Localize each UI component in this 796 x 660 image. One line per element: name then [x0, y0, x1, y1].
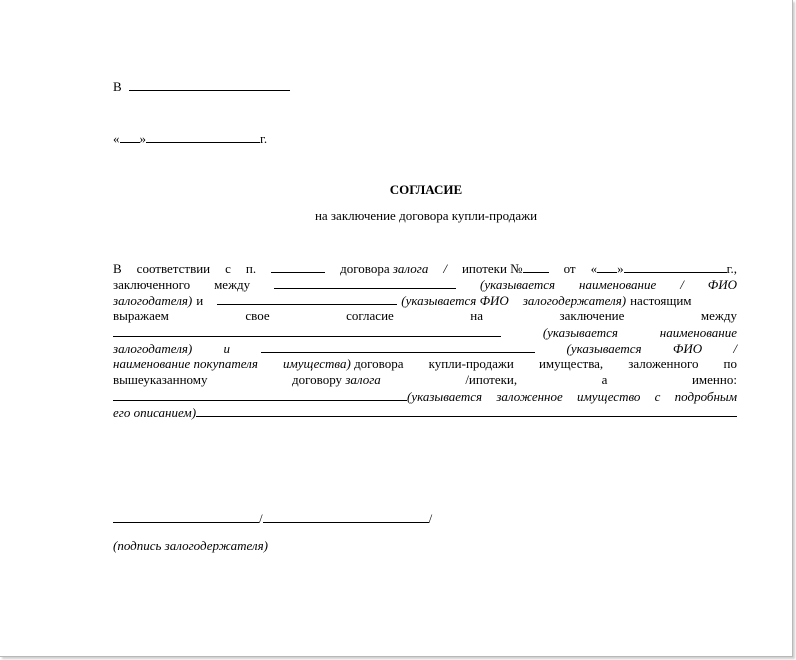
word: именно:: [691, 372, 737, 387]
pledgor-blank: [274, 276, 456, 289]
property-blank: [113, 388, 407, 401]
body-line-1: [113, 260, 737, 277]
page-title: СОГЛАСИЕ: [389, 182, 463, 197]
word: от: [563, 261, 576, 276]
number-blank: [523, 260, 549, 273]
signature-caption: (подпись залогодержателя): [113, 538, 268, 553]
word: по: [723, 356, 737, 371]
word: /: [443, 261, 447, 276]
word: г.,: [726, 261, 737, 276]
pledgor-name-blank: [113, 324, 501, 337]
body-line-6: [113, 340, 737, 357]
word: согласие: [346, 308, 394, 323]
month-blank: [624, 260, 727, 273]
pledgee-blank: [217, 292, 397, 305]
month-blank: [146, 130, 260, 143]
word: залога: [345, 372, 381, 387]
date-line: [113, 130, 267, 147]
word: залогодателя): [113, 293, 193, 308]
word: наименование покупателя: [113, 356, 258, 371]
word: наименование: [659, 325, 737, 340]
word: /ипотеки,: [465, 372, 518, 387]
word: /: [733, 341, 737, 356]
word: наименование: [579, 277, 657, 292]
word: и: [223, 341, 231, 356]
clause-blank: [271, 260, 325, 273]
body-line-4: [113, 308, 737, 324]
signature-separator: /: [428, 511, 433, 526]
word: и: [196, 293, 204, 308]
word: залогодержателя): [522, 293, 627, 308]
word: (указывается: [480, 277, 556, 292]
addressee-blank: [129, 78, 290, 91]
addressee-prefix: В: [113, 79, 122, 94]
word: имущества): [282, 356, 351, 371]
day-blank: [120, 130, 140, 143]
word: заложенного: [628, 356, 699, 371]
body-line-2: [113, 276, 737, 293]
page-subtitle: на заключение договора купли-продажи: [314, 208, 538, 223]
word: имущества,: [538, 356, 604, 371]
buyer-blank: [261, 340, 535, 353]
date-close-quote: »: [139, 131, 146, 146]
word: заключенного: [113, 277, 191, 292]
word: купли-продажи: [428, 356, 514, 371]
word: (указывается ФИО: [401, 293, 509, 308]
word: настоящим: [630, 293, 692, 308]
word: соответствии: [136, 261, 211, 276]
word: между: [700, 308, 737, 323]
body-line-10: [113, 404, 737, 421]
word: между: [214, 277, 251, 292]
word: вышеуказанному: [113, 372, 208, 387]
day-blank: [597, 260, 617, 273]
signature-line: [113, 510, 432, 527]
signature-separator: /: [259, 511, 263, 526]
word: договору: [292, 372, 343, 387]
word: ФИО: [707, 277, 737, 292]
word: »: [617, 261, 624, 276]
word: (указывается: [542, 325, 618, 340]
word: его описанием): [113, 405, 197, 420]
word: а: [601, 372, 608, 387]
word: выражаем: [113, 308, 169, 323]
name-blank: [263, 510, 429, 523]
word: ипотеки №: [461, 261, 523, 276]
word: свое: [245, 308, 270, 323]
body-line-7: [113, 356, 737, 372]
word: п.: [245, 261, 257, 276]
date-open-quote: «: [113, 131, 120, 146]
word: ФИО: [672, 341, 703, 356]
word: на: [470, 308, 483, 323]
word: /: [680, 277, 684, 292]
body-line-8: [113, 372, 737, 388]
word: залога: [392, 261, 429, 276]
date-year-suffix: г.: [260, 131, 268, 146]
word: (указывается: [566, 341, 642, 356]
word: договора: [340, 261, 390, 276]
word: договора: [354, 356, 404, 371]
word: В: [113, 261, 122, 276]
word: (указывается заложенное имущество с подробным: [407, 389, 737, 404]
word: залогодателя): [113, 341, 193, 356]
word: с: [225, 261, 231, 276]
signature-blank: [113, 510, 259, 523]
property-description-blank: [196, 404, 737, 417]
word: заключение: [559, 308, 625, 323]
body-line-9: [113, 388, 737, 405]
word: «: [590, 261, 598, 276]
body-line-3: [113, 292, 737, 309]
addressee-line: [113, 78, 290, 95]
body-line-5: [113, 324, 737, 341]
